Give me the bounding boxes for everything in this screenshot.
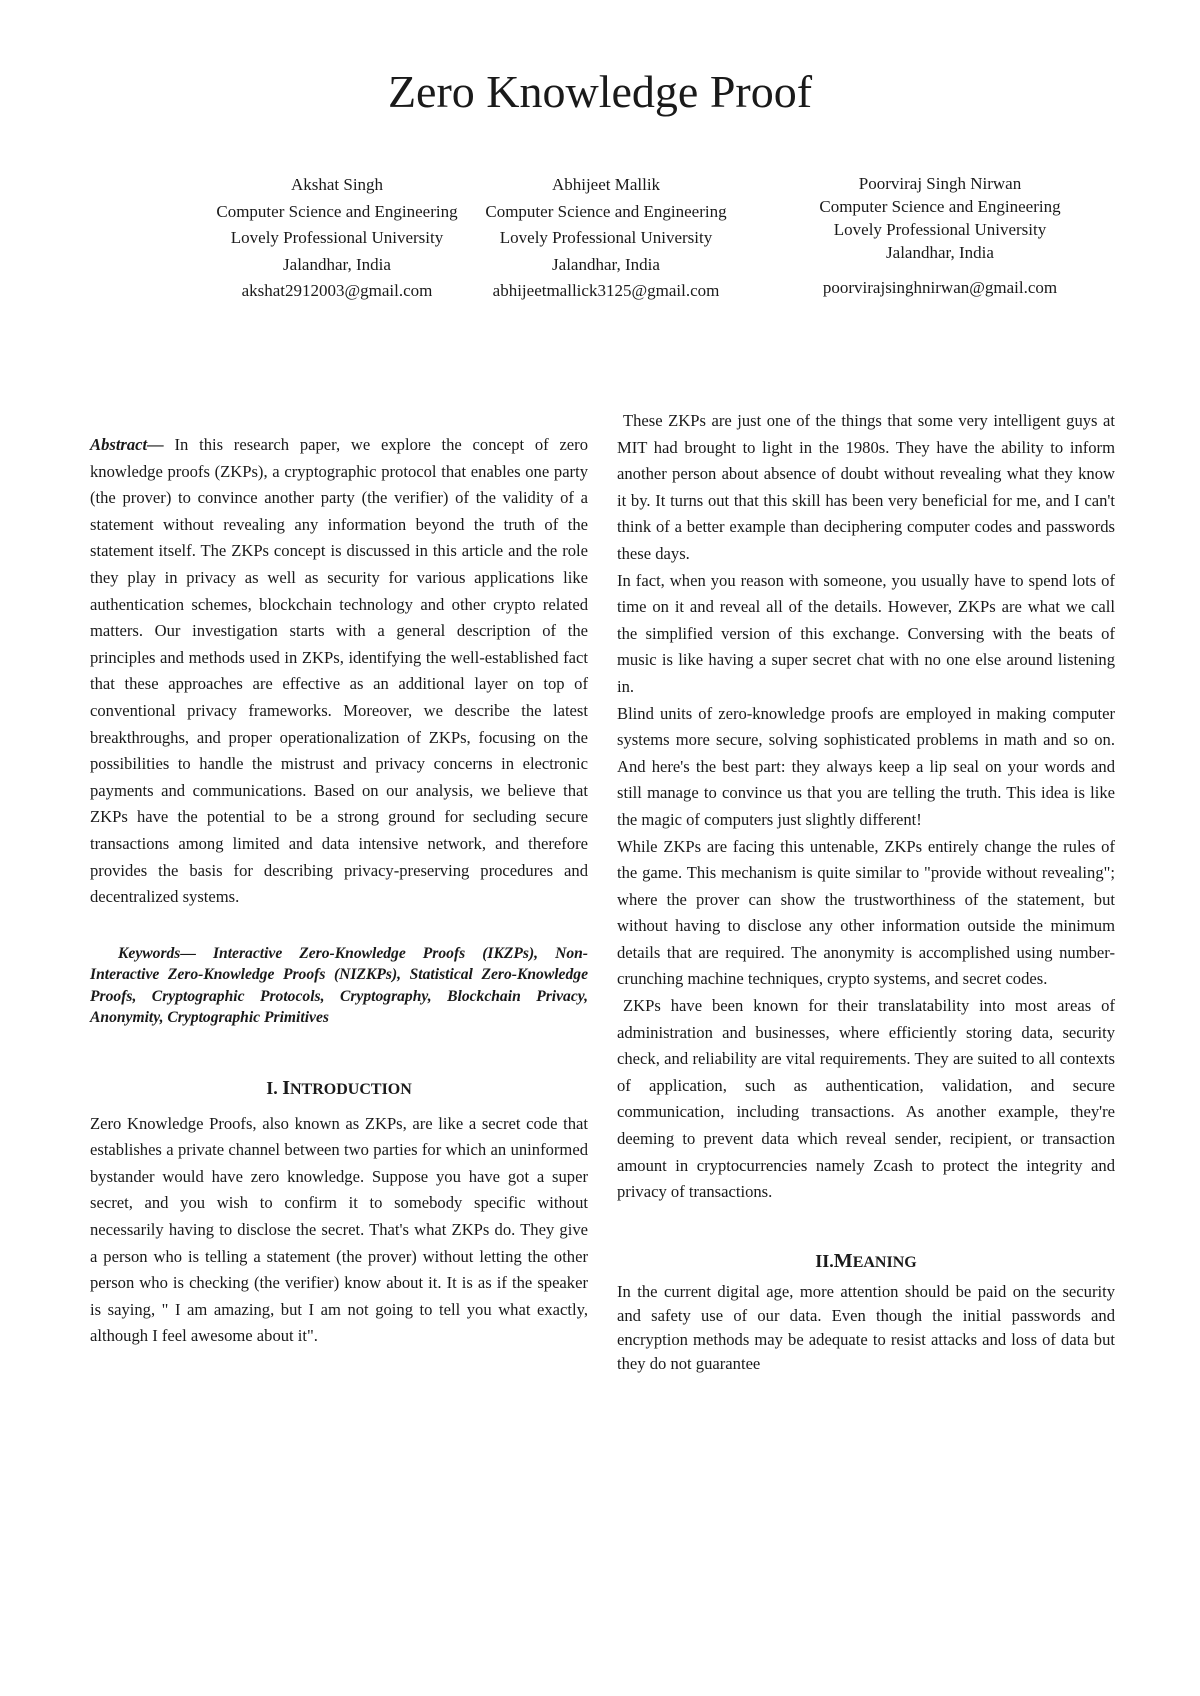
body-paragraph: Blind units of zero-knowledge proofs are employed in making computer systems more secure, solving sophisticated problems in math and so on. And here's the best part: they always keep a lip seal on your words and still manage to convince us that you are telling the truth. This idea is like the magic of computers just slightly different! (617, 703, 1115, 829)
author-email[interactable]: poorvirajsinghnirwan@gmail.com (822, 278, 1058, 297)
paper-title: Zero Knowledge Proof (387, 66, 813, 117)
keywords-text: Interactive Zero-Knowledge Proofs (IKZPs), Non-Interactive Zero-Knowledge Proofs (NIZKPs), Statistical Zero-Knowledge Proofs, Cryptographic Protocols, Cryptography, Blockchain Privacy, Anonymity, Cryptographic Primitives (90, 944, 588, 1027)
author-name: Abhijeet Mallik (551, 175, 661, 194)
keywords-label: Keywords— (118, 944, 196, 962)
right-column (617, 408, 1115, 1376)
section-title-rest: NTRODUCTION (290, 1080, 412, 1098)
section-title-initial: M (833, 1249, 853, 1272)
author-name: Akshat Singh (290, 175, 384, 194)
body-paragraph: ZKPs have been known for their translatability into most areas of administration and businesses, where efficiently storing data, security check, and reliability are vital requirements. They are suited to all contexts of application, such as authentication, validation, and secure communication, including transactions. As another example, they're deeming to prevent data which reveal sender, recipient, or transaction amount in cryptocurrencies namely Zcash to protect the integrity and privacy of transactions. (617, 996, 1115, 1202)
author-location: Jalandhar, India (886, 243, 994, 262)
abstract (90, 432, 588, 911)
body-paragraph: These ZKPs are just one of the things that some very intelligent guys at MIT had brought to light in the 1980s. They have the ability to inform another person about absence of doubt without revealing what they know it by. It turns out that this skill has been very beneficial for me, and I can't think of a better example than deciphering computer codes and passwords these days. (617, 411, 1115, 563)
author-block-3 (680, 172, 1200, 299)
author-email[interactable]: abhijeetmallick3125@gmail.com (492, 281, 720, 300)
section-number: I. (266, 1077, 283, 1098)
introduction-paragraph: Zero Knowledge Proofs, also known as ZKPs, are like a secret code that establishes a private channel between two parties for which an uninformed bystander would have zero knowledge. Suppose you have got a super secret, and you wish to confirm it to somebody specific without necessarily having to disclose the secret. That's what ZKPs do. They give a person who is telling a statement (the prover) without letting the other person who is checking (the verifier) know about it. It is as if the speaker is saying, " I am amazing, but I am not going to tell you what exactly, although I feel awesome about it". (90, 1113, 588, 1346)
author-organization: Lovely Professional University (499, 228, 713, 247)
author-organization: Lovely Professional University (833, 220, 1047, 239)
author-name: Poorviraj Singh Nirwan (858, 174, 1022, 193)
author-department: Computer Science and Engineering (819, 197, 1061, 216)
section-heading-meaning (617, 1248, 1115, 1276)
keywords (90, 943, 588, 1029)
author-email[interactable]: akshat2912003@gmail.com (241, 281, 433, 300)
section-title-rest: EANING (852, 1253, 917, 1271)
left-column (90, 432, 588, 1350)
section-title-initial: I (282, 1076, 290, 1099)
section-heading-introduction (90, 1075, 588, 1103)
author-department: Computer Science and Engineering (485, 201, 727, 221)
abstract-text: In this research paper, we explore the concept of zero knowledge proofs (ZKPs), a cryptographic protocol that enables one party (the prover) to convince another party (the verifier) of the validity of a statement without revealing any information beyond the truth of the statement itself. The ZKPs concept is discussed in this article and the role they play in privacy as well as security for various applications like authentication schemes, blockchain technology and other crypto related matters. Our investigation starts with a general description of the principles and methods used in ZKPs, identifying the well-established fact that these approaches are effective as an additional layer on top of conventional privacy frameworks. Moreover, we describe the latest breakthroughs, and proper operationalization of ZKPs, focusing on the possibilities to handle the mistrust and privacy concerns in electronic payments and communications. Based on our analysis, we believe that ZKPs have the potential to be a strong ground for secluding secure transactions among limited and data intensive network, and therefore provides the basis for describing privacy-preserving procedures and decentralized systems. (90, 435, 588, 907)
author-department: Computer Science and Engineering (216, 201, 458, 221)
author-location: Jalandhar, India (552, 254, 660, 274)
author-organization: Lovely Professional University (230, 228, 444, 247)
author-location: Jalandhar, India (283, 254, 391, 274)
body-paragraph: In fact, when you reason with someone, you usually have to spend lots of time on it and reveal all of the details. However, ZKPs are what we call the simplified version of this exchange. Conversing with the beats of music is like having a super secret chat with no one else around listening in. (617, 570, 1115, 696)
meaning-paragraph: In the current digital age, more attention should be paid on the security and safety use of our data. Even though the initial passwords and encryption methods may be adequate to resist attacks and loss of data but they do not guarantee (617, 1281, 1115, 1373)
section-number: II. (815, 1250, 834, 1271)
abstract-label: Abstract— (90, 435, 164, 454)
body-paragraph: While ZKPs are facing this untenable, ZKPs entirely change the rules of the game. This mechanism is quite similar to "provide without revealing"; where the prover can show the trustworthiness of the statement, but without having to disclose any other information outside the minimum details that are required. The anonymity is accomplished using number-crunching machine techniques, crypto systems, and secret codes. (617, 836, 1115, 989)
